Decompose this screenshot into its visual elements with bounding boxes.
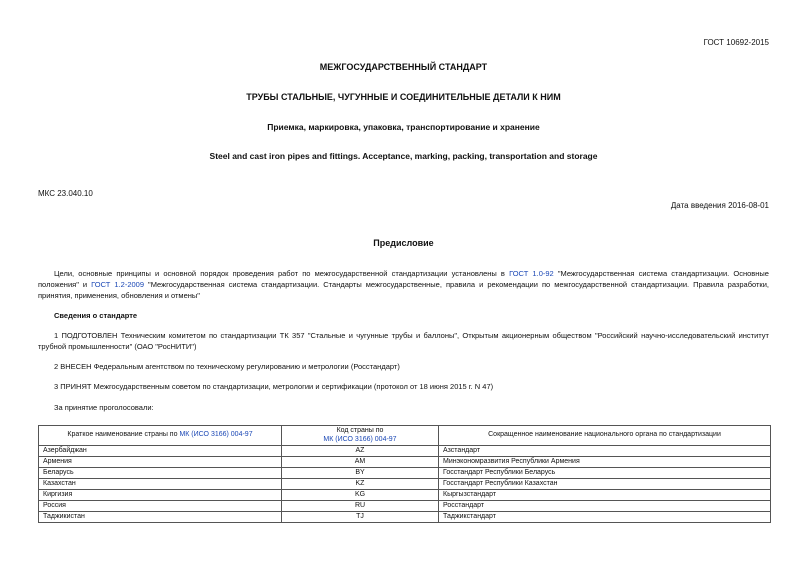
table-row <box>39 457 771 468</box>
code-cell: AM <box>282 457 439 468</box>
column-header-country <box>39 426 282 446</box>
code-cell: BY <box>282 468 439 479</box>
code-cell: KZ <box>282 479 439 490</box>
table-row <box>39 490 771 501</box>
table-row <box>39 468 771 479</box>
country-cell: Казахстан <box>39 479 282 490</box>
item-1-prepared: 1 ПОДГОТОВЛЕН Техническим комитетом по стандартизации ТК 357 "Стальные и чугунные трубы и баллоны", Открытым акционерным обществом "Российский научно-исследовательский институт трубной промышленности" (ОАО "РосНИТИ") <box>38 331 769 351</box>
countries-table <box>38 425 771 523</box>
gost-1-2-link[interactable]: ГОСТ 1.2-2009 <box>91 280 145 289</box>
org-cell: Госстандарт Республики Беларусь <box>439 468 771 479</box>
code-cell: RU <box>282 501 439 512</box>
preface-paragraph <box>38 268 769 301</box>
document-subtitle: Приемка, маркировка, упаковка, транспортирование и хранение <box>267 122 540 132</box>
mk-iso-link[interactable]: МК (ИСО 3166) 004-97 <box>179 431 253 439</box>
table-row <box>39 501 771 512</box>
column-header-org: Сокращенное наименование национального органа по стандартизации <box>439 426 771 446</box>
org-cell: Азстандарт <box>439 446 771 457</box>
item-3-adopted: 3 ПРИНЯТ Межгосударственным советом по стандартизации, метрологии и сертификации (протокол от 18 июня 2015 г. N 47) <box>54 382 494 391</box>
header-title: МЕЖГОСУДАРСТВЕННЫЙ СТАНДАРТ <box>319 62 488 72</box>
document-title-english: Steel and cast iron pipes and fittings. Acceptance, marking, packing, transportation and storage <box>209 151 598 161</box>
code-cell: AZ <box>282 446 439 457</box>
org-cell: Минэкономразвития Республики Армения <box>439 457 771 468</box>
org-cell: Госстандарт Республики Казахстан <box>439 479 771 490</box>
column-header-code-text: Код страны по <box>336 427 384 434</box>
document-code: ГОСТ 10692-2015 <box>703 38 769 47</box>
table-row <box>39 479 771 490</box>
country-cell: Армения <box>39 457 282 468</box>
country-cell: Россия <box>39 501 282 512</box>
mks-code: МКС 23.040.10 <box>38 189 93 198</box>
code-cell: KG <box>282 490 439 501</box>
code-cell: TJ <box>282 512 439 523</box>
table-row <box>39 512 771 523</box>
country-cell: Киргизия <box>39 490 282 501</box>
mk-iso-link[interactable]: МК (ИСО 3166) 004-97 <box>323 435 397 443</box>
document-title: ТРУБЫ СТАЛЬНЫЕ, ЧУГУННЫЕ И СОЕДИНИТЕЛЬНЫЕ ДЕТАЛИ К НИМ <box>246 92 561 102</box>
country-cell: Беларусь <box>39 468 282 479</box>
about-standard-heading: Сведения о стандарте <box>54 311 138 320</box>
column-header-country-text: Краткое наименование страны по <box>67 431 180 439</box>
country-cell: Таджикистан <box>39 512 282 523</box>
column-header-code <box>282 426 439 446</box>
preface-text-1: Цели, основные принципы и основной порядок проведения работ по межгосударственной стандартизации установлены в <box>54 269 510 278</box>
org-cell: Росстандарт <box>439 501 771 512</box>
table-row <box>39 446 771 457</box>
gost-1-0-link[interactable]: ГОСТ 1.0-92 <box>509 269 554 278</box>
introduction-date: Дата введения 2016-08-01 <box>670 201 769 210</box>
table-header-row <box>39 426 771 446</box>
preface-heading: Предисловие <box>373 238 434 248</box>
org-cell: Таджикстандарт <box>439 512 771 523</box>
country-cell: Азербайджан <box>39 446 282 457</box>
org-cell: Кыргызстандарт <box>439 490 771 501</box>
preface-text-3: "Межгосударственная система стандартизации. Стандарты межгосударственные, правила и рекомендации по межгосударственной стандартизации. Правила разработки, принятия, применения, обновления и отмены" <box>38 280 769 300</box>
voted-label: За принятие проголосовали: <box>54 403 154 412</box>
preface-text-2: "Межгосударственная система стандартизации. Основные положения" и <box>38 269 769 289</box>
item-2-introduced: 2 ВНЕСЕН Федеральным агентством по техническому регулированию и метрологии (Росстандарт) <box>54 362 400 371</box>
